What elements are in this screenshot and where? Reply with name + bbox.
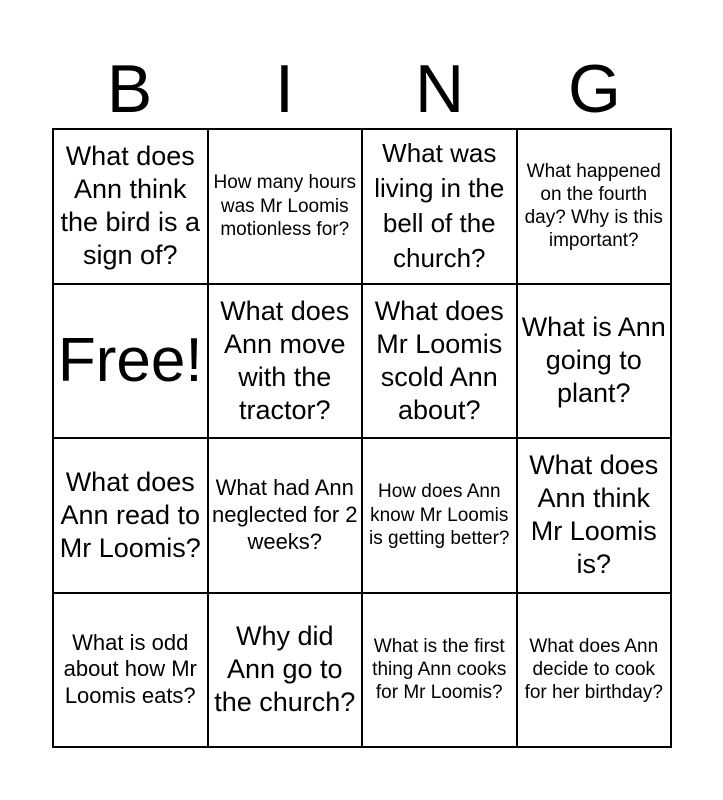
bingo-cell[interactable] (209, 285, 364, 440)
header-letter-b: B (106, 51, 153, 127)
cell-text: What happened on the fourth day? Why is this important? (524, 160, 663, 252)
cell-text: What does Ann read to Mr Loomis? (59, 466, 201, 563)
cell-text: What is the first thing Ann cooks for Mr Loomis? (372, 635, 507, 704)
cell-text: What is odd about how Mr Loomis eats? (63, 629, 197, 709)
cell-text: How does Ann know Mr Loomis is getting better? (369, 481, 510, 549)
cell-text: What does Ann think Mr Loomis is? (529, 450, 659, 580)
bingo-cell[interactable] (209, 594, 364, 749)
bingo-cell[interactable] (518, 439, 673, 594)
free-space-text: Free! (57, 325, 203, 395)
bingo-cell[interactable] (363, 285, 518, 440)
bingo-cell[interactable] (54, 594, 209, 749)
cell-text: What does Ann decide to cook for her birthday? (524, 635, 663, 704)
cell-text: Why did Ann go to the church? (214, 621, 356, 718)
bingo-grid (52, 128, 672, 748)
bingo-cell[interactable] (363, 439, 518, 594)
bingo-cell[interactable] (363, 594, 518, 749)
bingo-header (52, 50, 672, 128)
bingo-cell[interactable] (518, 285, 673, 440)
header-letter-i: I (275, 51, 294, 127)
bingo-cell[interactable] (363, 130, 518, 285)
cell-text: What does Ann move with the tractor? (220, 295, 350, 425)
cell-text: What had Ann neglected for 2 weeks? (211, 475, 358, 554)
bingo-cell[interactable] (518, 594, 673, 749)
bingo-cell-free[interactable] (54, 285, 209, 440)
bingo-cell[interactable] (209, 439, 364, 594)
header-letter-n: N (414, 51, 465, 127)
cell-text: What does Mr Loomis scold Ann about? (374, 295, 504, 425)
header-letter-g: G (568, 51, 621, 127)
bingo-cell[interactable] (209, 130, 364, 285)
cell-text: What was living in the bell of the church? (374, 138, 505, 274)
bingo-cell[interactable] (54, 130, 209, 285)
cell-text: What is Ann going to plant? (521, 312, 666, 409)
cell-text: What does Ann think the bird is a sign of? (60, 141, 201, 271)
cell-text: How many hours was Mr Loomis motionless for? (213, 172, 357, 240)
bingo-cell[interactable] (518, 130, 673, 285)
bingo-cell[interactable] (54, 439, 209, 594)
